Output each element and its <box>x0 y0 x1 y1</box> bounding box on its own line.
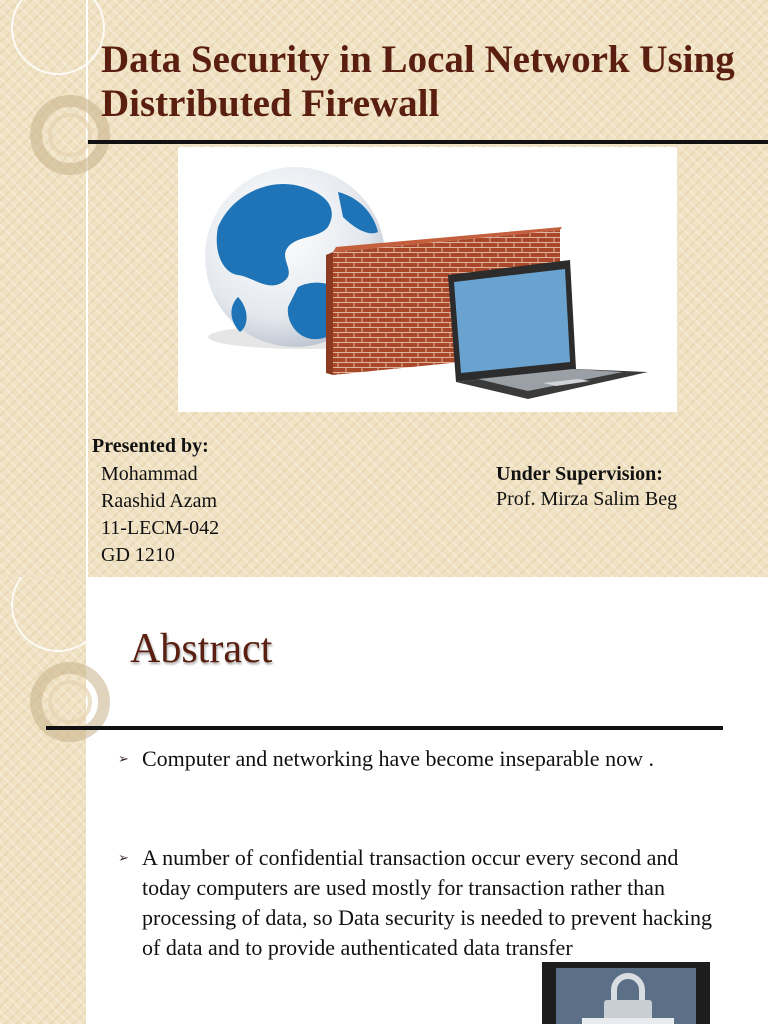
security-image <box>542 962 710 1024</box>
slide-title: Data Security in Local Network Using Distributed Firewall <box>101 38 735 125</box>
presenter-name-line-2: Raashid Azam <box>101 490 218 512</box>
presenter-gd-number: GD 1210 <box>101 544 175 566</box>
supervision-label: Under Supervision: <box>496 463 663 485</box>
bullet-text: Computer and networking have become inseparable now . <box>142 746 654 771</box>
title-rule <box>88 140 768 144</box>
supervisor-name: Prof. Mirza Salim Beg <box>496 488 678 510</box>
firewall-illustration <box>178 147 677 412</box>
laptop-icon <box>448 260 648 399</box>
bullet-item <box>112 744 712 774</box>
abstract-title: Abstract <box>130 626 273 672</box>
presenter-name-line-1: Mohammad <box>101 463 198 485</box>
bullet-text: A number of confidential transaction occur every second and today computers are used mostly for transaction rather than processing of data, so Data security is needed to prevent hacking of data and to provide authenticated data transfer <box>142 845 712 960</box>
abstract-rule <box>46 726 723 730</box>
bullet-arrow-icon: ➢ <box>118 752 129 767</box>
decorative-rings-icon <box>0 577 120 777</box>
bullet-arrow-icon: ➢ <box>118 851 129 866</box>
bullet-item <box>112 843 712 963</box>
presented-by-label: Presented by: <box>92 435 209 457</box>
presenter-roll-number: 11-LECM-042 <box>101 517 220 539</box>
abstract-slide <box>0 577 768 1024</box>
